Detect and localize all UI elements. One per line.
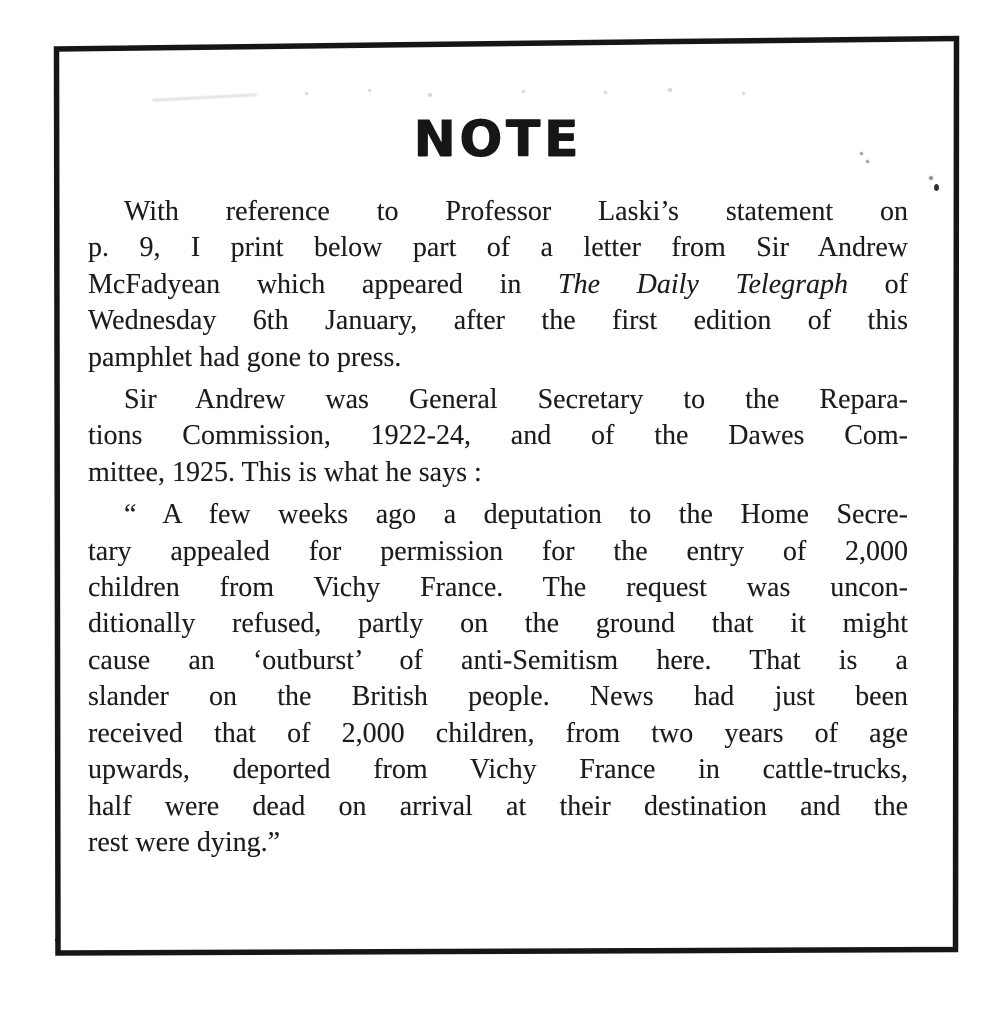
text-line: received that of 2,000 children, from two years of age <box>88 717 908 749</box>
note-heading: NOTE <box>413 110 583 168</box>
text-line: mittee, 1925. This is what he says : <box>88 456 482 488</box>
text-line: children from Vichy France. The request was uncon- <box>88 572 908 604</box>
scan-artifact <box>668 88 672 92</box>
text-line: upwards, deported from Vichy France in cattle-trucks, <box>88 754 908 786</box>
text-line: half were dead on arrival at their destination and the <box>88 790 908 822</box>
text-line: With reference to Professor Laski’s statement on <box>124 196 908 227</box>
scan-artifact <box>522 90 525 93</box>
scan-artifact <box>929 176 933 180</box>
text-line: Wednesday 6th January, after the first edition of this <box>88 305 908 337</box>
text-line: cause an ‘outburst’ of anti-Semitism here. That is a <box>88 644 908 676</box>
text-line: slander on the British people. News had just been <box>88 681 908 713</box>
publication-title: The Daily Telegraph <box>558 268 849 300</box>
line-text: of <box>848 268 908 300</box>
line-text: McFadyean which appeared in <box>88 268 558 300</box>
scan-artifact <box>742 92 745 95</box>
text-line: tary appealed for permission for the entry of 2,000 <box>88 535 908 567</box>
scan-artifact <box>604 91 607 94</box>
text-line: tions Commission, 1922-24, and of the Dawes Com- <box>88 420 908 452</box>
scan-artifact <box>934 184 939 191</box>
scan-artifact <box>152 93 257 101</box>
text-line: p. 9, I print below part of a letter from Sir Andrew <box>88 232 908 264</box>
text-line: Sir Andrew was General Secretary to the Repara- <box>124 384 908 416</box>
text-line <box>88 267 908 303</box>
text-line: pamphlet had gone to press. <box>88 341 402 373</box>
paragraph-quote <box>88 497 908 861</box>
text-line: ditionally refused, partly on the ground that it might <box>88 608 908 640</box>
note-body <box>88 112 908 867</box>
text-line: rest were dying.” <box>88 826 281 858</box>
paragraph-sir-andrew <box>88 382 908 491</box>
scan-artifact <box>305 92 308 95</box>
text-line: “ A few weeks ago a deputation to the Home Secre- <box>124 499 908 531</box>
scan-artifact <box>368 89 371 92</box>
paragraph-intro <box>88 194 908 376</box>
scan-artifact <box>428 93 432 97</box>
